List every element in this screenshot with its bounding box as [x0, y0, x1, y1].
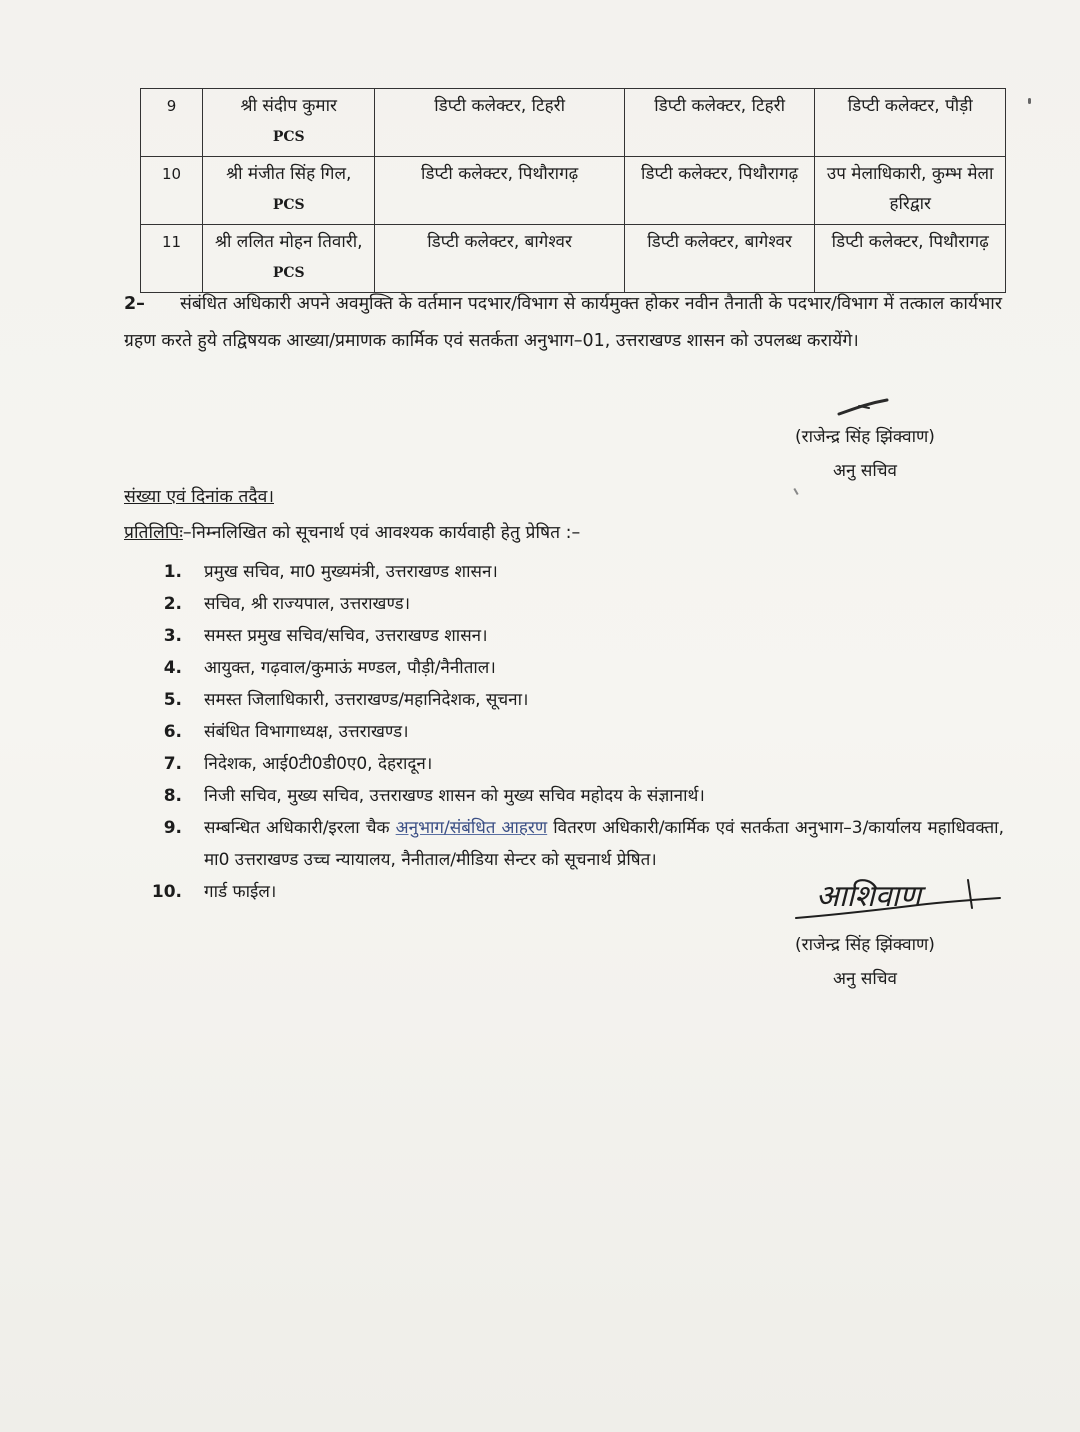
copy-heading-text: –निम्नलिखित को सूचनार्थ एवं आवश्यक कार्यवाही हेतु प्रेषित :– [182, 523, 581, 543]
item-number: 8. [163, 786, 182, 806]
item-text: प्रमुख सचिव, मा0 मुख्यमंत्री, उत्तराखण्ड शासन। [204, 562, 498, 582]
current-post-cell: डिप्टी कलेक्टर, पिथौरागढ़ [375, 157, 624, 225]
released-post-cell: डिप्टी कलेक्टर, टिहरी [624, 89, 815, 157]
new-post-cell: उप मेलाधिकारी, कुम्भ मेला हरिद्वार [815, 157, 1006, 225]
item-number: 9. [163, 818, 182, 838]
item-text: निजी सचिव, मुख्य सचिव, उत्तराखण्ड शासन को मुख्य सचिव महोदय के संज्ञानार्थ। [204, 786, 705, 806]
item-text [204, 812, 1004, 876]
signatory-block-2 [770, 928, 960, 996]
released-post-cell: डिप्टी कलेक्टर, पिथौरागढ़ [624, 157, 815, 225]
serial-cell: 9 [141, 89, 203, 157]
list-item [124, 556, 1004, 588]
copy-heading [124, 520, 580, 544]
item-number: 1. [163, 562, 182, 582]
item-text: आयुक्त, गढ़वाल/कुमाऊं मण्डल, पौड़ी/नैनीताल। [204, 658, 496, 678]
officer-name: श्री मंजीत सिंह गिल, [226, 164, 352, 184]
signatory-designation: अनु सचिव [833, 969, 897, 989]
handwritten-signature [790, 872, 1005, 930]
new-post-cell: डिप्टी कलेक्टर, पिथौरागढ़ [815, 225, 1006, 293]
reference-line [124, 484, 274, 508]
officer-name-cell [203, 89, 375, 157]
paragraph-text: संबंधित अधिकारी अपने अवमुक्ति के वर्तमान पदभार/विभाग से कार्यमुक्त होकर नवीन तैनाती के पदभार/विभाग में तत्काल कार्यभार ग्रहण करते हुये तद्विषयक आख्या/प्रमाणक कार्मिक एवं सतर्कता अनुभाग–01, उत्तराखण्ड शासन को उपलब्ध करायेंगे। [124, 294, 1002, 351]
item-text: निदेशक, आई0टी0डी0ए0, देहरादून। [204, 754, 433, 774]
signatory-name: (राजेन्द्र सिंह झिंक्वाण) [795, 427, 935, 447]
signature-text: आशिवाण [816, 879, 921, 914]
current-post-cell: डिप्टी कलेक्टर, टिहरी [375, 89, 624, 157]
table-row [141, 225, 1006, 293]
item-text-part: सम्बन्धित अधिकारी/इरला चैक [204, 818, 390, 838]
table-row [141, 157, 1006, 225]
new-post-cell: डिप्टी कलेक्टर, पौड़ी [815, 89, 1006, 157]
released-post-cell: डिप्टी कलेक्टर, बागेश्वर [624, 225, 815, 293]
item-number: 3. [163, 626, 182, 646]
signatory-name: (राजेन्द्र सिंह झिंक्वाण) [795, 935, 935, 955]
cadre-label: PCS [272, 265, 305, 281]
list-item [124, 748, 1004, 780]
list-item [124, 588, 1004, 620]
transfer-table [140, 88, 1006, 293]
item-text: समस्त जिलाधिकारी, उत्तराखण्ड/महानिदेशक, सूचना। [204, 690, 529, 710]
list-item [124, 812, 1004, 876]
item-number: 6. [163, 722, 182, 742]
signatory-block [770, 420, 960, 488]
serial-cell: 11 [141, 225, 203, 293]
current-post-cell: डिप्टी कलेक्टर, बागेश्वर [375, 225, 624, 293]
paragraph-number: 2– [124, 294, 145, 314]
officer-name-cell [203, 225, 375, 293]
item-number: 2. [163, 594, 182, 614]
item-number: 7. [163, 754, 182, 774]
officer-name: श्री संदीप कुमार [240, 96, 337, 116]
cadre-label: PCS [272, 197, 305, 213]
reference-text: संख्या एवं दिनांक तदैव। [124, 487, 274, 507]
list-item [124, 684, 1004, 716]
item-number: 10. [151, 882, 182, 902]
item-text: संबंधित विभागाध्यक्ष, उत्तराखण्ड। [204, 722, 409, 742]
copy-recipient-list [124, 556, 1004, 908]
item-number: 4. [163, 658, 182, 678]
item-text: समस्त प्रमुख सचिव/सचिव, उत्तराखण्ड शासन। [204, 626, 488, 646]
item-text: सचिव, श्री राज्यपाल, उत्तराखण्ड। [204, 594, 411, 614]
highlighted-text: अनुभाग/संबंधित आहरण [395, 818, 548, 838]
cadre-label: PCS [272, 129, 305, 145]
item-text: गार्ड फाईल। [204, 882, 277, 902]
item-text-part: वितरण अधिकारी/कार्मिक एवं सतर्कता अनुभाग–3/कार्यालय महाधिवक्ता, मा0 उत्तराखण्ड उच्च न्यायालय, नैनीताल/मीडिया सेन्टर को सूचनार्थ प्रेषित। [204, 818, 1004, 870]
list-item [124, 716, 1004, 748]
signature-initial-mark [835, 394, 895, 420]
paper-speck [1028, 98, 1031, 104]
table-row [141, 89, 1006, 157]
list-item [124, 652, 1004, 684]
officer-name: श्री ललित मोहन तिवारी, [214, 232, 363, 252]
list-item [124, 780, 1004, 812]
copy-heading-label: प्रतिलिपिः [124, 523, 183, 543]
item-number: 5. [163, 690, 182, 710]
paper-speck [793, 488, 798, 495]
list-item [124, 620, 1004, 652]
officer-name-cell [203, 157, 375, 225]
serial-cell: 10 [141, 157, 203, 225]
signatory-designation: अनु सचिव [833, 461, 897, 481]
paragraph-2 [124, 286, 1002, 360]
